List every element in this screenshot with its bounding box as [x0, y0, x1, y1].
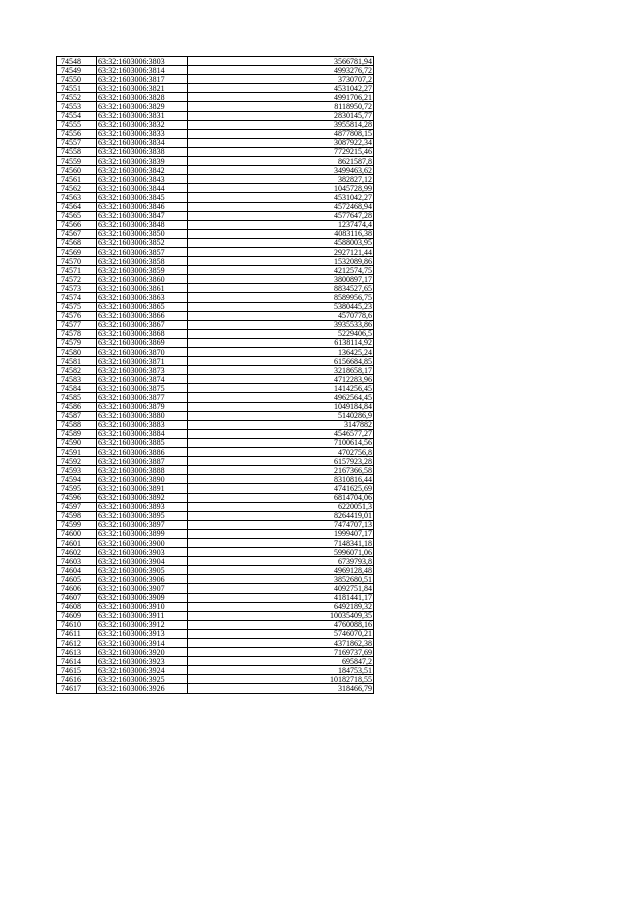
value-cell: 3147882	[188, 420, 374, 429]
row-number-cell: 74556	[57, 129, 97, 138]
cadastral-number-cell: 63:32:1603006:3879	[97, 402, 188, 411]
cadastral-number-cell: 63:32:1603006:3821	[97, 84, 188, 93]
row-number-cell: 74597	[57, 502, 97, 511]
table-row	[57, 611, 374, 620]
table-row	[57, 538, 374, 547]
table-row	[57, 102, 374, 111]
row-number-cell: 74612	[57, 639, 97, 648]
value-cell: 6739793,8	[188, 557, 374, 566]
row-number-cell: 74564	[57, 202, 97, 211]
row-number-cell: 74572	[57, 275, 97, 284]
cadastral-number-cell: 63:32:1603006:3866	[97, 311, 188, 320]
table-row	[57, 657, 374, 666]
row-number-cell: 74566	[57, 220, 97, 229]
table-row	[57, 457, 374, 466]
value-cell: 4181441,17	[188, 593, 374, 602]
value-cell: 7169737,69	[188, 648, 374, 657]
cadastral-number-cell: 63:32:1603006:3845	[97, 193, 188, 202]
value-cell: 4760088,16	[188, 620, 374, 629]
value-cell: 4991706,21	[188, 93, 374, 102]
row-number-cell: 74616	[57, 675, 97, 684]
cadastral-number-cell: 63:32:1603006:3843	[97, 175, 188, 184]
table-row	[57, 357, 374, 366]
row-number-cell: 74606	[57, 584, 97, 593]
value-cell: 4546577,27	[188, 429, 374, 438]
row-number-cell: 74573	[57, 284, 97, 293]
row-number-cell: 74551	[57, 84, 97, 93]
row-number-cell: 74594	[57, 475, 97, 484]
value-cell: 2830145,77	[188, 111, 374, 120]
value-cell: 4577647,28	[188, 211, 374, 220]
value-cell: 4962564,45	[188, 393, 374, 402]
table-row	[57, 348, 374, 357]
cadastral-number-cell: 63:32:1603006:3847	[97, 211, 188, 220]
cadastral-number-cell: 63:32:1603006:3839	[97, 157, 188, 166]
value-cell: 4371862,38	[188, 639, 374, 648]
table-row	[57, 75, 374, 84]
table-row	[57, 502, 374, 511]
row-number-cell: 74548	[57, 57, 97, 66]
table-row	[57, 184, 374, 193]
table-row	[57, 257, 374, 266]
cadastral-number-cell: 63:32:1603006:3871	[97, 357, 188, 366]
cadastral-number-cell: 63:32:1603006:3907	[97, 584, 188, 593]
cadastral-number-cell: 63:32:1603006:3814	[97, 66, 188, 75]
table-row	[57, 284, 374, 293]
value-cell: 1237474,4	[188, 220, 374, 229]
cadastral-number-cell: 63:32:1603006:3895	[97, 511, 188, 520]
row-number-cell: 74569	[57, 247, 97, 256]
value-cell: 318466,79	[188, 684, 374, 693]
cadastral-number-cell: 63:32:1603006:3885	[97, 438, 188, 447]
cadastral-number-cell: 63:32:1603006:3858	[97, 257, 188, 266]
cadastral-number-cell: 63:32:1603006:3803	[97, 57, 188, 66]
value-cell: 3566781,94	[188, 57, 374, 66]
cadastral-number-cell: 63:32:1603006:3906	[97, 575, 188, 584]
row-number-cell: 74601	[57, 538, 97, 547]
value-cell: 8118950,72	[188, 102, 374, 111]
row-number-cell: 74561	[57, 175, 97, 184]
value-cell: 4588003,95	[188, 238, 374, 247]
table-row	[57, 402, 374, 411]
table-row	[57, 557, 374, 566]
value-cell: 6492189,32	[188, 602, 374, 611]
row-number-cell: 74579	[57, 338, 97, 347]
value-cell: 7474707,13	[188, 520, 374, 529]
row-number-cell: 74591	[57, 448, 97, 457]
cadastral-number-cell: 63:32:1603006:3883	[97, 420, 188, 429]
cadastral-number-cell: 63:32:1603006:3888	[97, 466, 188, 475]
row-number-cell: 74554	[57, 111, 97, 120]
row-number-cell: 74610	[57, 620, 97, 629]
row-number-cell: 74589	[57, 429, 97, 438]
row-number-cell: 74571	[57, 266, 97, 275]
row-number-cell: 74603	[57, 557, 97, 566]
table-row	[57, 247, 374, 256]
row-number-cell: 74583	[57, 375, 97, 384]
row-number-cell: 74552	[57, 93, 97, 102]
cadastral-number-cell: 63:32:1603006:3817	[97, 75, 188, 84]
value-cell: 3499463,62	[188, 166, 374, 175]
value-cell: 3852680,51	[188, 575, 374, 584]
value-cell: 4570778,6	[188, 311, 374, 320]
table-row	[57, 411, 374, 420]
cadastral-number-cell: 63:32:1603006:3873	[97, 366, 188, 375]
cadastral-number-cell: 63:32:1603006:3861	[97, 284, 188, 293]
cadastral-number-cell: 63:32:1603006:3844	[97, 184, 188, 193]
cadastral-number-cell: 63:32:1603006:3865	[97, 302, 188, 311]
cadastral-number-cell: 63:32:1603006:3904	[97, 557, 188, 566]
row-number-cell: 74588	[57, 420, 97, 429]
row-number-cell: 74562	[57, 184, 97, 193]
value-cell: 6138114,92	[188, 338, 374, 347]
table-row	[57, 111, 374, 120]
table-row	[57, 420, 374, 429]
cadastral-number-cell: 63:32:1603006:3903	[97, 548, 188, 557]
row-number-cell: 74553	[57, 102, 97, 111]
table-row	[57, 511, 374, 520]
value-cell: 8621587,8	[188, 157, 374, 166]
row-number-cell: 74574	[57, 293, 97, 302]
table-row	[57, 120, 374, 129]
value-cell: 4212574,75	[188, 266, 374, 275]
cadastral-number-cell: 63:32:1603006:3860	[97, 275, 188, 284]
row-number-cell: 74595	[57, 484, 97, 493]
table-row	[57, 629, 374, 638]
value-cell: 6156684,85	[188, 357, 374, 366]
row-number-cell: 74586	[57, 402, 97, 411]
row-number-cell: 74617	[57, 684, 97, 693]
table-row	[57, 138, 374, 147]
table-row	[57, 302, 374, 311]
cadastral-number-cell: 63:32:1603006:3900	[97, 538, 188, 547]
value-cell: 3955814,28	[188, 120, 374, 129]
row-number-cell: 74578	[57, 329, 97, 338]
row-number-cell: 74609	[57, 611, 97, 620]
row-number-cell: 74577	[57, 320, 97, 329]
table-row	[57, 429, 374, 438]
cadastral-number-cell: 63:32:1603006:3857	[97, 247, 188, 256]
value-cell: 6814704,06	[188, 493, 374, 502]
value-cell: 7729215,46	[188, 147, 374, 156]
table-row	[57, 147, 374, 156]
table-row	[57, 620, 374, 629]
row-number-cell: 74565	[57, 211, 97, 220]
table-row	[57, 602, 374, 611]
value-cell: 4702756,8	[188, 448, 374, 457]
table-row	[57, 157, 374, 166]
cadastral-number-cell: 63:32:1603006:3886	[97, 448, 188, 457]
cadastral-number-cell: 63:32:1603006:3829	[97, 102, 188, 111]
cadastral-number-cell: 63:32:1603006:3842	[97, 166, 188, 175]
value-cell: 8834527,65	[188, 284, 374, 293]
cadastral-number-cell: 63:32:1603006:3909	[97, 593, 188, 602]
table-row	[57, 275, 374, 284]
cadastral-number-cell: 63:32:1603006:3925	[97, 675, 188, 684]
row-number-cell: 74555	[57, 120, 97, 129]
table-row	[57, 129, 374, 138]
table-row	[57, 84, 374, 93]
row-number-cell: 74614	[57, 657, 97, 666]
row-number-cell: 74605	[57, 575, 97, 584]
table-row	[57, 66, 374, 75]
cadastral-number-cell: 63:32:1603006:3926	[97, 684, 188, 693]
row-number-cell: 74560	[57, 166, 97, 175]
cadastral-number-cell: 63:32:1603006:3832	[97, 120, 188, 129]
value-cell: 4092751,84	[188, 584, 374, 593]
table-row	[57, 639, 374, 648]
table-row	[57, 229, 374, 238]
cadastral-number-cell: 63:32:1603006:3887	[97, 457, 188, 466]
value-cell: 10182718,55	[188, 675, 374, 684]
cadastral-number-cell: 63:32:1603006:3870	[97, 348, 188, 357]
value-cell: 5140286,9	[188, 411, 374, 420]
cadastral-number-cell: 63:32:1603006:3912	[97, 620, 188, 629]
value-cell: 4083116,38	[188, 229, 374, 238]
cadastral-number-cell: 63:32:1603006:3869	[97, 338, 188, 347]
row-number-cell: 74602	[57, 548, 97, 557]
table-row	[57, 393, 374, 402]
table-row	[57, 593, 374, 602]
row-number-cell: 74598	[57, 511, 97, 520]
value-cell: 1532089,86	[188, 257, 374, 266]
table-row	[57, 366, 374, 375]
cadastral-number-cell: 63:32:1603006:3833	[97, 129, 188, 138]
value-cell: 7148341,18	[188, 538, 374, 547]
table-row	[57, 438, 374, 447]
value-cell: 4712283,96	[188, 375, 374, 384]
cadastral-number-cell: 63:32:1603006:3893	[97, 502, 188, 511]
cadastral-number-cell: 63:32:1603006:3875	[97, 384, 188, 393]
table-row	[57, 320, 374, 329]
table-row	[57, 448, 374, 457]
cadastral-number-cell: 63:32:1603006:3863	[97, 293, 188, 302]
row-number-cell: 74568	[57, 238, 97, 247]
cadastral-number-cell: 63:32:1603006:3890	[97, 475, 188, 484]
cadastral-number-cell: 63:32:1603006:3828	[97, 93, 188, 102]
cadastral-number-cell: 63:32:1603006:3911	[97, 611, 188, 620]
row-number-cell: 74600	[57, 529, 97, 538]
table-body	[57, 57, 374, 694]
value-cell: 3730707,2	[188, 75, 374, 84]
cadastral-number-cell: 63:32:1603006:3892	[97, 493, 188, 502]
cadastral-number-cell: 63:32:1603006:3831	[97, 111, 188, 120]
value-cell: 8589956,75	[188, 293, 374, 302]
cadastral-number-cell: 63:32:1603006:3913	[97, 629, 188, 638]
value-cell: 8264419,01	[188, 511, 374, 520]
table-row	[57, 384, 374, 393]
row-number-cell: 74550	[57, 75, 97, 84]
table-row	[57, 193, 374, 202]
cadastral-number-cell: 63:32:1603006:3867	[97, 320, 188, 329]
value-cell: 5746070,21	[188, 629, 374, 638]
cadastral-number-cell: 63:32:1603006:3877	[97, 393, 188, 402]
value-cell: 10035409,35	[188, 611, 374, 620]
table-row	[57, 375, 374, 384]
table-row	[57, 566, 374, 575]
value-cell: 4572468,94	[188, 202, 374, 211]
row-number-cell: 74590	[57, 438, 97, 447]
data-table	[56, 56, 374, 694]
value-cell: 7100614,56	[188, 438, 374, 447]
cadastral-number-cell: 63:32:1603006:3910	[97, 602, 188, 611]
cadastral-number-cell: 63:32:1603006:3924	[97, 666, 188, 675]
value-cell: 3087922,34	[188, 138, 374, 147]
table-row	[57, 202, 374, 211]
cadastral-number-cell: 63:32:1603006:3850	[97, 229, 188, 238]
cadastral-number-cell: 63:32:1603006:3891	[97, 484, 188, 493]
value-cell: 184753,51	[188, 666, 374, 675]
value-cell: 5229406,5	[188, 329, 374, 338]
table-row	[57, 475, 374, 484]
row-number-cell: 74581	[57, 357, 97, 366]
row-number-cell: 74570	[57, 257, 97, 266]
value-cell: 8310816,44	[188, 475, 374, 484]
cadastral-number-cell: 63:32:1603006:3920	[97, 648, 188, 657]
table-row	[57, 293, 374, 302]
row-number-cell: 74599	[57, 520, 97, 529]
value-cell: 136425,24	[188, 348, 374, 357]
value-cell: 5380445,23	[188, 302, 374, 311]
table-row	[57, 548, 374, 557]
value-cell: 1414256,45	[188, 384, 374, 393]
table-row	[57, 666, 374, 675]
table-row	[57, 175, 374, 184]
row-number-cell: 74615	[57, 666, 97, 675]
row-number-cell: 74604	[57, 566, 97, 575]
table-row	[57, 93, 374, 102]
value-cell: 6220051,3	[188, 502, 374, 511]
cadastral-number-cell: 63:32:1603006:3852	[97, 238, 188, 247]
cadastral-number-cell: 63:32:1603006:3838	[97, 147, 188, 156]
value-cell: 4531042,27	[188, 84, 374, 93]
row-number-cell: 74563	[57, 193, 97, 202]
value-cell: 382827,12	[188, 175, 374, 184]
cadastral-number-cell: 63:32:1603006:3914	[97, 639, 188, 648]
row-number-cell: 74580	[57, 348, 97, 357]
row-number-cell: 74557	[57, 138, 97, 147]
value-cell: 4531042,27	[188, 193, 374, 202]
cadastral-number-cell: 63:32:1603006:3905	[97, 566, 188, 575]
table-row	[57, 648, 374, 657]
value-cell: 6157923,28	[188, 457, 374, 466]
table-row	[57, 238, 374, 247]
cadastral-number-cell: 63:32:1603006:3884	[97, 429, 188, 438]
cadastral-number-cell: 63:32:1603006:3848	[97, 220, 188, 229]
value-cell: 1049184,84	[188, 402, 374, 411]
value-cell: 3935533,86	[188, 320, 374, 329]
row-number-cell: 74613	[57, 648, 97, 657]
row-number-cell: 74575	[57, 302, 97, 311]
value-cell: 4877808,15	[188, 129, 374, 138]
table-row	[57, 529, 374, 538]
table-row	[57, 675, 374, 684]
row-number-cell: 74587	[57, 411, 97, 420]
row-number-cell: 74611	[57, 629, 97, 638]
cadastral-number-cell: 63:32:1603006:3834	[97, 138, 188, 147]
table-row	[57, 57, 374, 66]
table-row	[57, 493, 374, 502]
value-cell: 5996071,06	[188, 548, 374, 557]
cadastral-number-cell: 63:32:1603006:3874	[97, 375, 188, 384]
value-cell: 3218658,17	[188, 366, 374, 375]
table-row	[57, 311, 374, 320]
row-number-cell: 74559	[57, 157, 97, 166]
value-cell: 1045728,99	[188, 184, 374, 193]
row-number-cell: 74593	[57, 466, 97, 475]
value-cell: 4741625,69	[188, 484, 374, 493]
value-cell: 2927121,44	[188, 247, 374, 256]
table-row	[57, 466, 374, 475]
row-number-cell: 74607	[57, 593, 97, 602]
value-cell: 4969128,48	[188, 566, 374, 575]
cadastral-number-cell: 63:32:1603006:3880	[97, 411, 188, 420]
cadastral-number-cell: 63:32:1603006:3868	[97, 329, 188, 338]
value-cell: 1999407,17	[188, 529, 374, 538]
row-number-cell: 74585	[57, 393, 97, 402]
value-cell: 4993276,72	[188, 66, 374, 75]
row-number-cell: 74592	[57, 457, 97, 466]
row-number-cell: 74576	[57, 311, 97, 320]
cadastral-number-cell: 63:32:1603006:3846	[97, 202, 188, 211]
row-number-cell: 74582	[57, 366, 97, 375]
row-number-cell: 74584	[57, 384, 97, 393]
table-row	[57, 266, 374, 275]
table-row	[57, 166, 374, 175]
table-row	[57, 520, 374, 529]
row-number-cell: 74608	[57, 602, 97, 611]
row-number-cell: 74567	[57, 229, 97, 238]
row-number-cell: 74558	[57, 147, 97, 156]
cadastral-number-cell: 63:32:1603006:3859	[97, 266, 188, 275]
table-row	[57, 220, 374, 229]
table-row	[57, 684, 374, 693]
cadastral-number-cell: 63:32:1603006:3923	[97, 657, 188, 666]
table-row	[57, 338, 374, 347]
table-row	[57, 484, 374, 493]
table-row	[57, 575, 374, 584]
value-cell: 3800897,17	[188, 275, 374, 284]
cadastral-number-cell: 63:32:1603006:3899	[97, 529, 188, 538]
table-row	[57, 211, 374, 220]
table-row	[57, 329, 374, 338]
table-row	[57, 584, 374, 593]
row-number-cell: 74549	[57, 66, 97, 75]
cadastral-number-cell: 63:32:1603006:3897	[97, 520, 188, 529]
value-cell: 2167366,58	[188, 466, 374, 475]
value-cell: 695847,2	[188, 657, 374, 666]
row-number-cell: 74596	[57, 493, 97, 502]
